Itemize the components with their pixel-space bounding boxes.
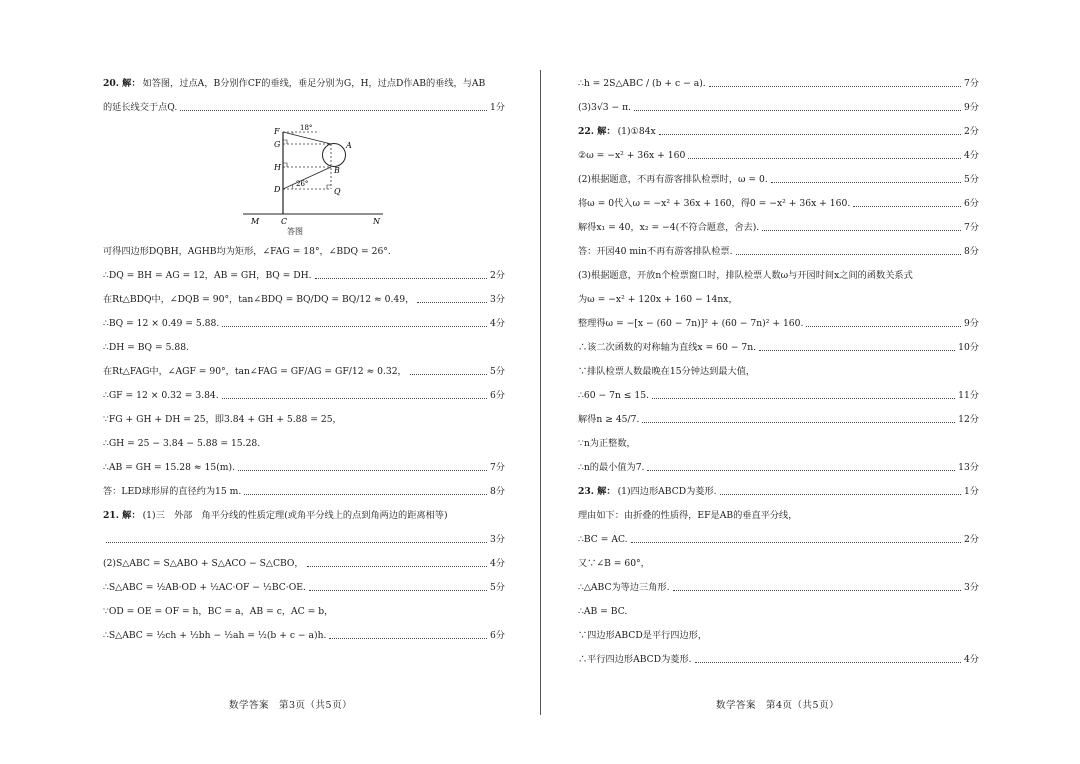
answer-line: 答：LED球形屏的直径约为15 m. 8分 <box>103 486 505 497</box>
score: 5分 <box>489 582 505 593</box>
answer-line: (2)S△ABC = S△ABO + S△ACO − S△CBO， 4分 <box>103 558 505 569</box>
answer-text: 的延长线交于点Q. <box>103 102 178 113</box>
answer-line: 23. 解： (1)四边形ABCD为菱形. 1分 <box>578 486 979 497</box>
label-c: C <box>281 217 288 226</box>
leader-dots <box>180 110 487 111</box>
answer-line: ∴AB = GH = 15.28 ≈ 15(m). 7分 <box>103 462 505 473</box>
score: 9分 <box>963 102 979 113</box>
answer-line: ∴S△ABC = ½AB·OD + ½AC·OF − ½BC·OE. 5分 <box>103 582 505 593</box>
score: 9分 <box>963 318 979 329</box>
answer-line: 22. 解： (1)①84x 2分 <box>578 126 979 137</box>
answer-line: ∵四边形ABCD是平行四边形， <box>578 630 708 641</box>
right-angle-mark <box>283 163 287 167</box>
right-angle-mark <box>327 185 331 189</box>
score: 2分 <box>489 270 505 281</box>
answer-line: ∵FG + GH + DH = 25，即3.84 + GH + 5.88 = 25， <box>103 414 342 425</box>
score: 2分 <box>963 126 979 137</box>
answer-line: ∵n为正整数， <box>578 438 636 449</box>
answer-line: ∴△ABC为等边三角形. 3分 <box>578 582 979 593</box>
score: 6分 <box>963 198 979 209</box>
answer-line: (2)根据题意，不再有游客排队检票时，ω = 0. 5分 <box>578 174 979 185</box>
answer-line: ∴平行四边形ABCD为菱形. 4分 <box>578 654 979 665</box>
question-number: 22. 解： <box>578 126 616 137</box>
figure-caption: 答图 <box>287 227 303 236</box>
page-footer-right: 数学答案 第4页（共5页） <box>716 700 840 711</box>
angle-arc <box>292 185 293 189</box>
score: 1分 <box>489 102 505 113</box>
label-f: F <box>274 127 280 136</box>
answer-line: ∴AB = BC. <box>578 606 628 617</box>
score: 3分 <box>489 294 505 305</box>
score: 4分 <box>963 654 979 665</box>
label-d: D <box>274 185 281 194</box>
answer-line: 答：开园40 min不再有游客排队检票. 8分 <box>578 246 979 257</box>
answer-line: ∵排队检票人数最晚在15分钟达到最大值， <box>578 366 756 377</box>
answer-line: ②ω = −x² + 36x + 160 4分 <box>578 150 979 161</box>
answer-line: (3)根据题意，开放n个检票窗口时，排队检票人数ω与开园时间x之间的函数关系式 <box>578 270 913 281</box>
score: 4分 <box>489 558 505 569</box>
angle-label: 18° <box>300 124 313 132</box>
answer-line: 解得n ≥ 45/7. 12分 <box>578 414 979 425</box>
question-number: 21. 解： <box>103 510 141 521</box>
label-a: A <box>346 141 352 150</box>
answer-line: 在Rt△FAG中，∠AGF = 90°，tan∠FAG = GF/AG = GF/12 ≈ 0.32， 5分 <box>103 366 505 377</box>
answer-line: 为ω = −x² + 120x + 160 − 14nx， <box>578 294 738 305</box>
label-q: Q <box>334 187 341 196</box>
question-number: 20. 解： <box>103 78 141 89</box>
label-g: G <box>274 140 281 149</box>
answer-line: 解得x₁ = 40，x₂ = −4(不符合题意，舍去). 7分 <box>578 222 979 233</box>
answer-line: ∴S△ABC = ½ch + ½bh − ½ah = ½(b + c − a)h. 6分 <box>103 630 505 641</box>
answer-line: (3)3√3 − π. 9分 <box>578 102 979 113</box>
answer-line: ∵OD = OE = OF = h，BC = a，AB = c，AC = b， <box>103 606 334 617</box>
score: 3分 <box>489 534 505 545</box>
question-number: 23. 解： <box>578 486 616 497</box>
answer-line <box>103 102 505 114</box>
answer-line: 可得四边形DQBH，AGHB均为矩形，∠FAG = 18°，∠BDQ = 26°. <box>103 246 391 257</box>
score: 7分 <box>489 462 505 473</box>
score: 5分 <box>963 174 979 185</box>
score: 4分 <box>963 150 979 161</box>
sight-line <box>283 132 331 144</box>
answer-line: 21. 解： (1)三 外部 角平分线的性质定理(或角平分线上的点到角两边的距离相等) <box>103 510 448 521</box>
page-footer-left: 数学答案 第3页（共5页） <box>229 700 353 711</box>
geometry-diagram <box>243 122 393 226</box>
answer-line: 在Rt△BDQ中，∠DQB = 90°，tan∠BDQ = BQ/DQ = BQ/12 ≈ 0.49， 3分 <box>103 294 505 305</box>
led-sphere <box>323 144 346 167</box>
score: 7分 <box>963 222 979 233</box>
answer-line: ∴n的最小值为7. 13分 <box>578 462 979 473</box>
score: 5分 <box>489 366 505 377</box>
column-divider <box>540 70 541 715</box>
score: 7分 <box>963 78 979 89</box>
answer-figure <box>103 122 505 240</box>
label-n: N <box>373 217 380 226</box>
score: 1分 <box>963 486 979 497</box>
answer-line <box>103 78 505 90</box>
answer-line: ∴DH = BQ = 5.88. <box>103 342 189 353</box>
answer-line: ∴h = 2S△ABC / (b + c − a). 7分 <box>578 78 979 89</box>
score: 8分 <box>963 246 979 257</box>
answer-line <box>103 534 505 546</box>
answer-line: ∴BQ = 12 × 0.49 = 5.88. 4分 <box>103 318 505 329</box>
left-answer-lines <box>103 246 505 642</box>
score: 12分 <box>958 414 979 425</box>
label-b: B <box>334 166 340 175</box>
answer-line: ∴DQ = BH = AG = 12，AB = GH，BQ = DH. 2分 <box>103 270 505 281</box>
score: 4分 <box>489 318 505 329</box>
answer-line: ∴GF = 12 × 0.32 = 3.84. 6分 <box>103 390 505 401</box>
right-column <box>578 78 979 678</box>
answer-text: 如答图，过点A，B分别作CF的垂线，垂足分别为G，H，过点D作AB的垂线，与AB <box>142 78 486 89</box>
score: 8分 <box>489 486 505 497</box>
score: 13分 <box>958 462 979 473</box>
answer-line: 将ω = 0代入ω = −x² + 36x + 160，得0 = −x² + 36x + 160. 6分 <box>578 198 979 209</box>
score: 11分 <box>958 390 979 401</box>
label-m: M <box>251 217 260 226</box>
score: 10分 <box>958 342 979 353</box>
answer-line: ∴60 − 7n ≤ 15. 11分 <box>578 390 979 401</box>
left-column <box>103 78 505 654</box>
answer-line: 整理得ω = −[x − (60 − 7n)]² + (60 − 7n)² + 160. 9分 <box>578 318 979 329</box>
score: 6分 <box>489 630 505 641</box>
angle-label: 26° <box>296 180 309 188</box>
answer-line: ∴BC = AC. 2分 <box>578 534 979 545</box>
right-angle-mark <box>283 140 287 144</box>
label-h: H <box>274 163 281 172</box>
answer-line: 又∵∠B = 60°， <box>578 558 650 569</box>
score: 3分 <box>963 582 979 593</box>
answer-line: ∴GH = 25 − 3.84 − 5.88 = 15.28. <box>103 438 261 449</box>
score: 2分 <box>963 534 979 545</box>
score: 6分 <box>489 390 505 401</box>
answer-line: 理由如下：由折叠的性质得，EF是AB的垂直平分线， <box>578 510 798 521</box>
answer-line: ∴该二次函数的对称轴为直线x = 60 − 7n. 10分 <box>578 342 979 353</box>
